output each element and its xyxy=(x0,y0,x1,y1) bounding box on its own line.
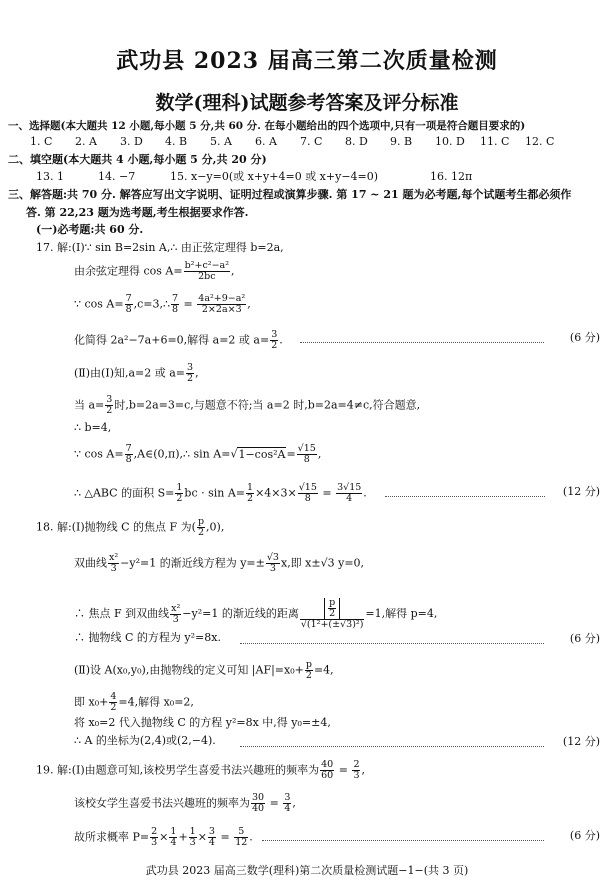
q17-line6: 当 a= $\frac{3}{2}$ 时,b=2a=3=c,与题意不符;当 a=2 时,b=2a=4≠c,符合题意, xyxy=(74,394,421,416)
q18-score-12: (12 分) xyxy=(562,735,600,748)
fraction-3-2: $\frac{3}{2}$ xyxy=(271,329,278,351)
q18-line5: (Ⅱ)设 A(x₀,y₀),由抛物线的定义可知 |AF|=x₀+ $\frac{p}{2}$ =4, xyxy=(74,659,334,681)
q17-line9: ∴ △ABC 的面积 S= $\frac{1}{2}$ bc · sin A= $\frac{1}{2}$ ×4×3× $\frac{√15}{8}$ = $\frac{3√15}{4}$ . xyxy=(74,482,367,504)
answer-14: 14. −7 xyxy=(98,170,136,183)
answer-1: 1. C xyxy=(30,135,53,148)
document-title: 武功县 2023 届高三第二次质量检测 xyxy=(116,48,498,74)
section1-heading: 一、选择题(本大题共 12 小题,每小题 5 分,共 60 分. 在每小题给出的四个选项中,只有一项是符合题目要求的) xyxy=(8,120,526,132)
score-leader-dots xyxy=(385,496,545,497)
answer-6: 6. A xyxy=(255,135,277,148)
q17-cos-substituted-fraction: $\frac{\text{4a²+9−a²}}{2\times 2a\times 3}$ xyxy=(198,293,246,315)
answer-4: 4. B xyxy=(165,135,188,148)
q18-line8: ∴ A 的坐标为(2,4)或(2,−4). xyxy=(74,734,216,747)
q19-score-6: (6 分) xyxy=(569,829,600,842)
section3-heading-line2: 答. 第 22,23 题为选考题,考生根据要求作答. xyxy=(26,206,249,219)
fraction-3-2: $\frac{3}{2}$ xyxy=(187,362,194,384)
q18-line7: 将 x₀=2 代入抛物线 C 的方程 y²=8x 中,得 y₀=±4, xyxy=(74,716,331,729)
q19-line1: 19. 解:(Ⅰ)由题意可知,该校男学生喜爱书法兴趣班的频率为 $\frac{40}{60}$ = $\frac{2}{3}$ , xyxy=(36,759,365,781)
document-subtitle: 数学(理科)试题参考答案及评分标准 xyxy=(155,92,459,114)
fraction-5-12: $\frac{5}{12}$ xyxy=(235,826,248,848)
page-footer: 武功县 2023 届高三数学(理科)第二次质量检测试题−1−(共 3 页) xyxy=(145,864,469,877)
q17-line3: ∵ cos A= $\frac{7}{8}$ ,c=3,∴ $\frac{7}{8}$ = $\frac{\text{4a²+9−a²}}{2\times 2a\times 3}$ , xyxy=(74,293,251,315)
answer-5: 5. A xyxy=(210,135,232,148)
answer-2: 2. A xyxy=(75,135,97,148)
answer-11: 11. C xyxy=(480,135,510,148)
section2-heading: 二、填空题(本大题共 4 小题,每小题 5 分,共 20 分) xyxy=(8,153,267,166)
fraction-7-8: $\frac{7}{8}$ xyxy=(125,443,132,465)
answer-12: 12. C xyxy=(525,135,555,148)
fraction-x2-3: $\frac{\text{x²}}{3}$ xyxy=(109,552,119,574)
q17-line4: 化简得 2a²−7a+6=0,解得 a=2 或 a= $\frac{3}{2}$ . xyxy=(74,329,283,351)
fraction-7-8: $\frac{7}{8}$ xyxy=(125,293,132,315)
q18-line6: 即 x₀+ $\frac{4}{2}$ =4,解得 x₀=2, xyxy=(74,691,194,713)
fraction-1-3: $\frac{1}{3}$ xyxy=(189,826,196,848)
q18-line1: 18. 解:(Ⅰ)抛物线 C 的焦点 F 为( $\frac{p}{2}$ ,0), xyxy=(36,516,225,538)
q19-line3: 故所求概率 P= $\frac{2}{3}$ × $\frac{1}{4}$ + $\frac{1}{3}$ × $\frac{3}{4}$ = $\frac{5}{12}$ . xyxy=(74,826,253,848)
required-section-label: (一)必考题:共 60 分. xyxy=(36,223,144,236)
fraction-p-2: $\frac{p}{2}$ xyxy=(305,659,312,681)
sqrt-expression: 1−cos²A xyxy=(238,447,286,461)
fraction-7-8: $\frac{7}{8}$ xyxy=(172,293,179,315)
score-leader-dots xyxy=(240,643,544,644)
q17-line7: ∴ b=4, xyxy=(74,421,112,434)
fraction-3-4: $\frac{3}{4}$ xyxy=(284,792,291,814)
q17-line8: ∵ cos A= $\frac{7}{8}$ ,A∈(0,π),∴ sin A=√1−cos²A= $\frac{√15}{8}$ , xyxy=(74,443,322,465)
fraction-3sqrt15-4: $\frac{3√15}{4}$ xyxy=(337,482,362,504)
distance-fraction: $\frac{\frac{p}{2}}{\text{√(1²+(±√3)²)}}$ xyxy=(300,597,364,630)
answer-8: 8. D xyxy=(345,135,368,148)
score-leader-dots xyxy=(300,342,544,343)
score-leader-dots xyxy=(262,840,544,841)
fraction-3-2: $\frac{3}{2}$ xyxy=(106,394,113,416)
fraction-2-3: $\frac{2}{3}$ xyxy=(151,826,158,848)
fraction-p-2: $\frac{p}{2}$ xyxy=(197,516,205,538)
score-leader-dots xyxy=(240,746,544,747)
fraction-1-2: $\frac{1}{2}$ xyxy=(176,482,183,504)
q18-score-6: (6 分) xyxy=(569,632,600,645)
q18-line3: ∴ 焦点 F 到双曲线 $\frac{\text{x²}}{3}$ −y²=1 的渐近线的距离 $\frac{\frac{p}{2}}{\text{√(1²+(±√3)²)}}$ =1,解得 p=4, xyxy=(74,597,438,630)
answer-7: 7. C xyxy=(300,135,323,148)
section3-heading-line1: 三、解答题:共 70 分. 解答应写出文字说明、证明过程或演算步骤. 第 17 ~ 21 题为必考题,每个试题考生都必须作 xyxy=(8,188,572,201)
q18-line4: ∴ 抛物线 C 的方程为 y²=8x. xyxy=(74,631,221,644)
fraction-4-2: $\frac{4}{2}$ xyxy=(110,691,117,713)
q18-line2: 双曲线 $\frac{\text{x²}}{3}$ −y²=1 的渐近线方程为 y=± $\frac{√3}{3}$ x,即 x±√3 y=0, xyxy=(74,552,365,574)
q17-line1: 17. 解:(Ⅰ)∵ sin B=2sin A,∴ 由正弦定理得 b=2a, xyxy=(36,241,284,254)
q17-cos-fraction: $\frac{\text{b²+c²−a²}}{2bc}$ xyxy=(184,260,230,282)
fraction-2-3: $\frac{2}{3}$ xyxy=(353,759,360,781)
fraction-3-4: $\frac{3}{4}$ xyxy=(208,826,215,848)
q17-score-12: (12 分) xyxy=(562,485,600,498)
fraction-sqrt3-3: $\frac{√3}{3}$ xyxy=(266,552,279,574)
fraction-30-40: $\frac{30}{40}$ xyxy=(252,792,265,814)
answer-13: 13. 1 xyxy=(36,170,64,183)
q17-l2-text: 由余弦定理得 cos A= xyxy=(74,264,183,278)
fraction-x2-3: $\frac{\text{x²}}{3}$ xyxy=(171,602,181,625)
section1-answers xyxy=(30,135,570,149)
answer-9: 9. B xyxy=(390,135,413,148)
q19-line2: 该校女学生喜爱书法兴趣班的频率为 $\frac{30}{40}$ = $\frac{3}{4}$ , xyxy=(74,792,296,814)
q17-line2: 由余弦定理得 cos A= $\frac{\text{b²+c²−a²}}{2bc}$ , xyxy=(74,260,235,282)
fraction-1-4: $\frac{1}{4}$ xyxy=(170,826,177,848)
answer-10: 10. D xyxy=(435,135,465,148)
fraction-sqrt15-8: $\frac{√15}{8}$ xyxy=(298,482,317,504)
fraction-sqrt15-8: $\frac{√15}{8}$ xyxy=(297,443,316,465)
q17-score-6: (6 分) xyxy=(569,331,600,344)
fraction-1-2: $\frac{1}{2}$ xyxy=(247,482,254,504)
answer-16: 16. 12π xyxy=(430,170,473,183)
q17-line5: (Ⅱ)由(Ⅰ)知,a=2 或 a= $\frac{3}{2}$ , xyxy=(74,362,199,384)
answer-15: 15. x−y=0(或 x+y+4=0 或 x+y−4=0) xyxy=(170,170,379,183)
fraction-40-60: $\frac{40}{60}$ xyxy=(321,759,334,781)
answer-3: 3. D xyxy=(120,135,143,148)
